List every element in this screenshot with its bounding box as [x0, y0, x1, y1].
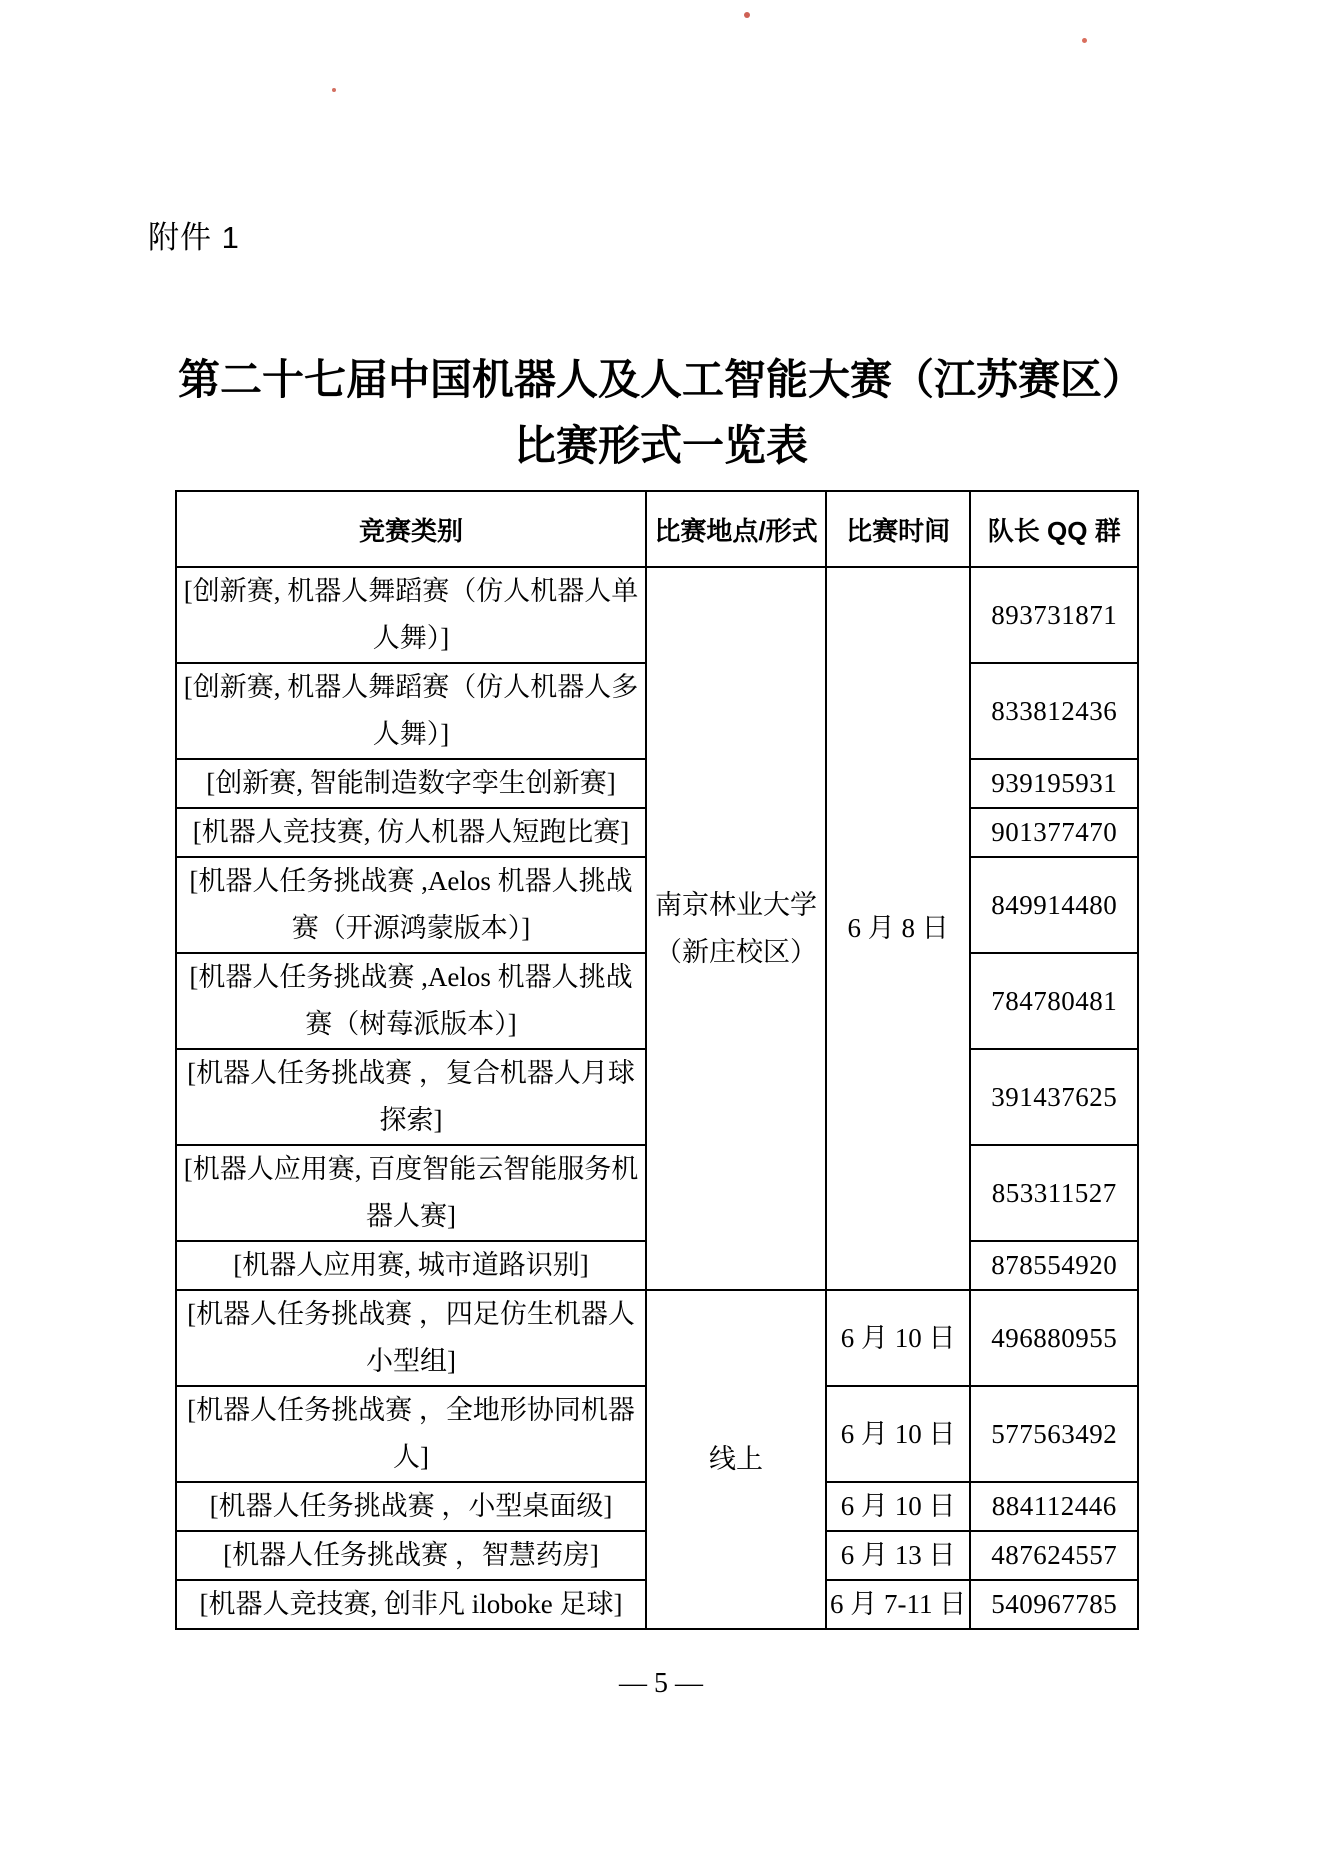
table-row: [176, 567, 1138, 663]
header-qq-group: 队长 QQ 群: [970, 491, 1138, 567]
header-location: 比赛地点/形式: [646, 491, 826, 567]
scan-artifact: [1082, 38, 1087, 43]
qq-cell: 853311527: [970, 1145, 1138, 1241]
category-cell: [机器人任务挑战赛 ，四足仿生机器人小型组]: [176, 1290, 646, 1386]
time-cell: 6 月 10 日: [826, 1482, 970, 1531]
category-cell: [机器人竞技赛, 仿人机器人短跑比赛]: [176, 808, 646, 857]
category-cell: [机器人任务挑战赛 ，小型桌面级]: [176, 1482, 646, 1531]
qq-cell: 487624557: [970, 1531, 1138, 1580]
header-category: 竞赛类别: [176, 491, 646, 567]
qq-cell: 878554920: [970, 1241, 1138, 1290]
document-title: [0, 348, 1322, 480]
category-cell: [机器人任务挑战赛 ，复合机器人月球探索]: [176, 1049, 646, 1145]
category-cell: [机器人任务挑战赛 ,Aelos 机器人挑战赛（开源鸿蒙版本）]: [176, 857, 646, 953]
table-row: [176, 1290, 1138, 1386]
qq-cell: 893731871: [970, 567, 1138, 663]
qq-cell: 884112446: [970, 1482, 1138, 1531]
category-cell: [机器人应用赛, 百度智能云智能服务机器人赛]: [176, 1145, 646, 1241]
scan-artifact: [332, 88, 336, 92]
category-cell: [机器人任务挑战赛 ，智慧药房]: [176, 1531, 646, 1580]
category-cell: [创新赛, 机器人舞蹈赛（仿人机器人单人舞）]: [176, 567, 646, 663]
time-cell: 6 月 10 日: [826, 1386, 970, 1482]
title-line-2: 比赛形式一览表: [513, 424, 808, 470]
time-cell: 6 月 10 日: [826, 1290, 970, 1386]
qq-cell: 577563492: [970, 1386, 1138, 1482]
category-cell: [机器人任务挑战赛 ,Aelos 机器人挑战赛（树莓派版本）]: [176, 953, 646, 1049]
time-cell-group1: 6 月 8 日: [826, 567, 970, 1290]
qq-cell: 901377470: [970, 808, 1138, 857]
time-cell: 6 月 7-11 日: [826, 1580, 970, 1629]
page-number: — 5 —: [619, 1668, 703, 1699]
time-cell: 6 月 13 日: [826, 1531, 970, 1580]
category-cell: [机器人竞技赛, 创非凡 iloboke 足球]: [176, 1580, 646, 1629]
table-header-row: [176, 491, 1138, 567]
category-cell: [机器人任务挑战赛 ，全地形协同机器人]: [176, 1386, 646, 1482]
qq-cell: 391437625: [970, 1049, 1138, 1145]
location-cell-offline: 南京林业大学（新庄校区）: [646, 567, 826, 1290]
category-cell: [机器人应用赛, 城市道路识别]: [176, 1241, 646, 1290]
qq-cell: 849914480: [970, 857, 1138, 953]
qq-cell: 540967785: [970, 1580, 1138, 1629]
title-line-1: 第二十七届中国机器人及人工智能大赛（江苏赛区）: [177, 358, 1144, 404]
qq-cell: 784780481: [970, 953, 1138, 1049]
category-cell: [创新赛, 智能制造数字孪生创新赛]: [176, 759, 646, 808]
scan-artifact: [744, 12, 750, 18]
location-cell-online: 线上: [646, 1290, 826, 1629]
qq-cell: 939195931: [970, 759, 1138, 808]
attachment-label: 附件 1: [148, 220, 240, 255]
category-cell: [创新赛, 机器人舞蹈赛（仿人机器人多人舞）]: [176, 663, 646, 759]
competition-table: [175, 490, 1139, 1630]
header-time: 比赛时间: [826, 491, 970, 567]
qq-cell: 496880955: [970, 1290, 1138, 1386]
qq-cell: 833812436: [970, 663, 1138, 759]
